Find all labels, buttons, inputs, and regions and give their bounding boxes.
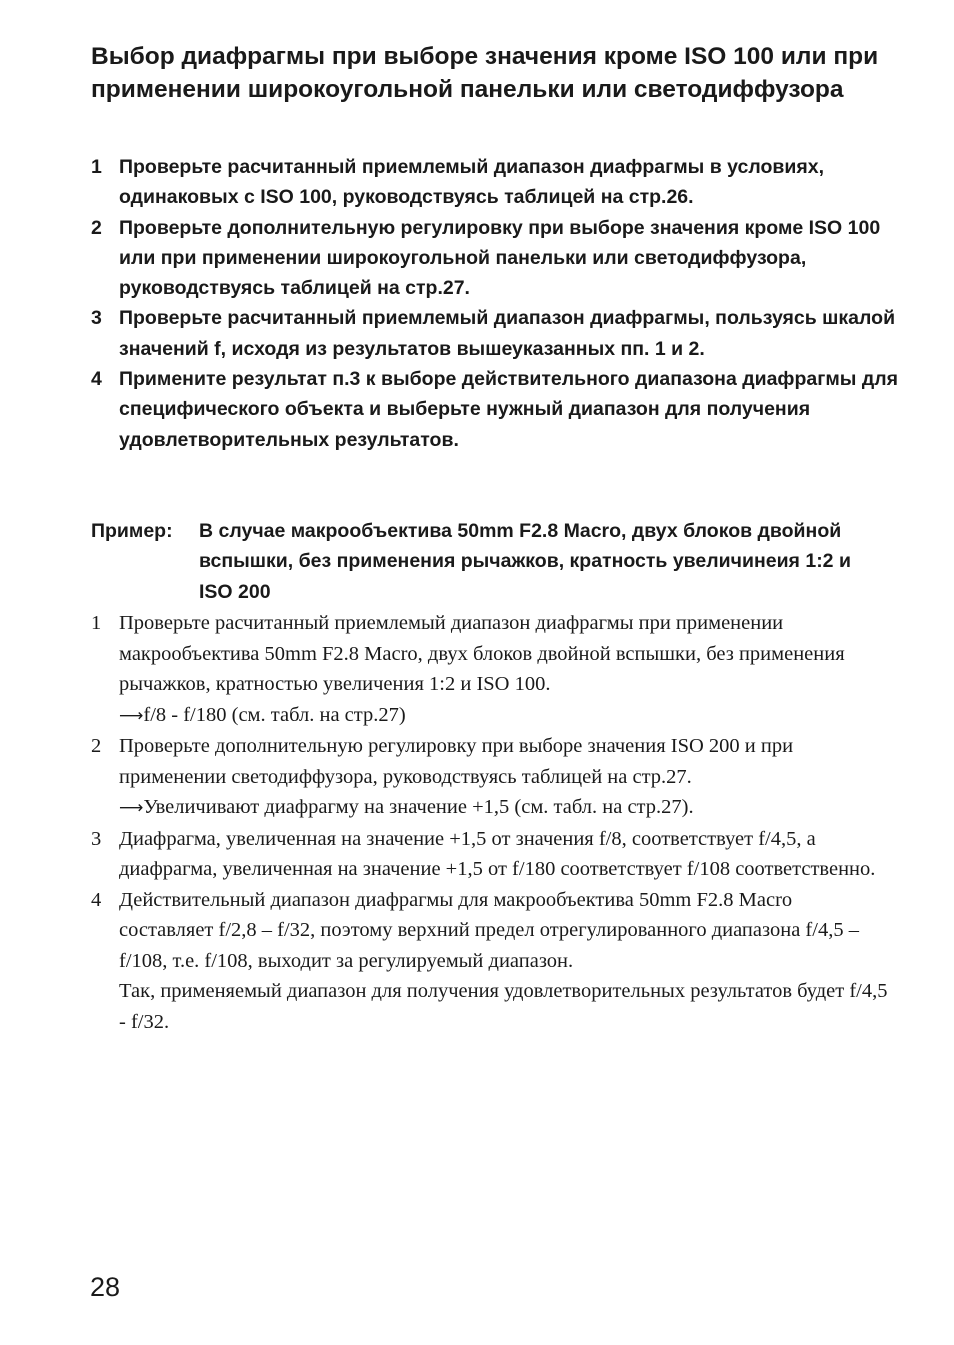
example-step [91,608,891,731]
step-number: 1 [91,156,102,178]
step-number: 1 [91,612,102,634]
step-text: Проверьте дополнительную регулировку при выборе значения кроме ISO 100 или при применении широкоугольной панельки или светодиффузора, руководствуясь таблицей на стр.27. [119,216,881,300]
step-number: 4 [91,368,102,391]
example-step [91,731,891,824]
step-number: 4 [91,888,102,911]
section-heading: Выбор диафрагмы при выборе значения кроме ISO 100 или при применении широкоугольной панельки или светодиффузора [91,43,879,103]
result-text: f/8 - f/180 (см. табл. на стр.27) [143,703,406,726]
right-arrow-icon: ⟶ [119,798,144,818]
step-number: 3 [91,827,102,850]
procedure-step [91,303,911,364]
page-number: 28 [90,1272,121,1302]
step-number: 2 [91,216,102,239]
step-text: Проверьте дополнительную регулировку при выборе значения ISO 200 и при применении светодиффузора, руководствуясь таблицей на стр.27. [119,735,794,788]
step-text: Примените результат п.3 к выборе действительного диапазона диафрагмы для специфического объекта и выберьте нужный диапазон для получения удовлетворительных результатов. [119,368,899,451]
example-steps [91,608,891,1037]
step-text: Диафрагма, увеличенная на значение +1,5 от значения f/8, соответствует f/4,5, а диафрагма, увеличенная на значение +1,5 от f/180 соответствует f/108 соответственно. [119,827,876,880]
step-text: Проверьте расчитанный приемлемый диапазон диафрагмы, пользуясь шкалой значений f, исходя из результатов вышеуказанных пп. 1 и 2. [119,307,896,360]
procedure-step [91,213,911,304]
procedure-step [91,364,911,455]
step-text: Проверьте расчитанный приемлемый диапазон диафрагмы при применении макрообъектива 50mm F2.8 Macro, двух блоков двойной вспышки, без применения рычажков, кратностью увеличения 1:2 и ISO 100. [119,612,845,695]
example-description: В случае макрообъектива 50mm F2.8 Macro, двух блоков двойной вспышки, без применения рычажков, кратность увеличинеия 1:2 и ISO 200 [199,520,851,603]
step-result [119,700,891,732]
step-conclusion: Так, применяемый диапазон для получения удовлетворительных результатов будет f/4,5 - f/32. [119,980,888,1033]
right-arrow-icon: ⟶ [119,705,144,726]
example-step [91,885,891,1038]
example-label: Пример: [91,520,173,542]
procedure-step [91,152,911,213]
example-block [91,516,891,607]
result-text: Увеличивают диафрагму на значение +1,5 (см. табл. на стр.27). [143,796,694,818]
step-result [119,792,891,824]
procedure-steps [91,152,911,455]
step-text: Проверьте расчитанный приемлемый диапазон диафрагмы в условиях, одинаковых с ISO 100, руководствуясь таблицей на стр.26. [119,156,825,209]
step-number: 2 [91,735,102,757]
example-step [91,824,891,885]
step-number: 3 [91,307,102,330]
step-text: Действительный диапазон диафрагмы для макрообъектива 50mm F2.8 Macro составляет f/2,8 – f/32, поэтому верхний предел отрегулированного диапазона f/4,5 – f/108, т.е. f/108, выходит за регулируемый диапазон. [119,888,859,972]
